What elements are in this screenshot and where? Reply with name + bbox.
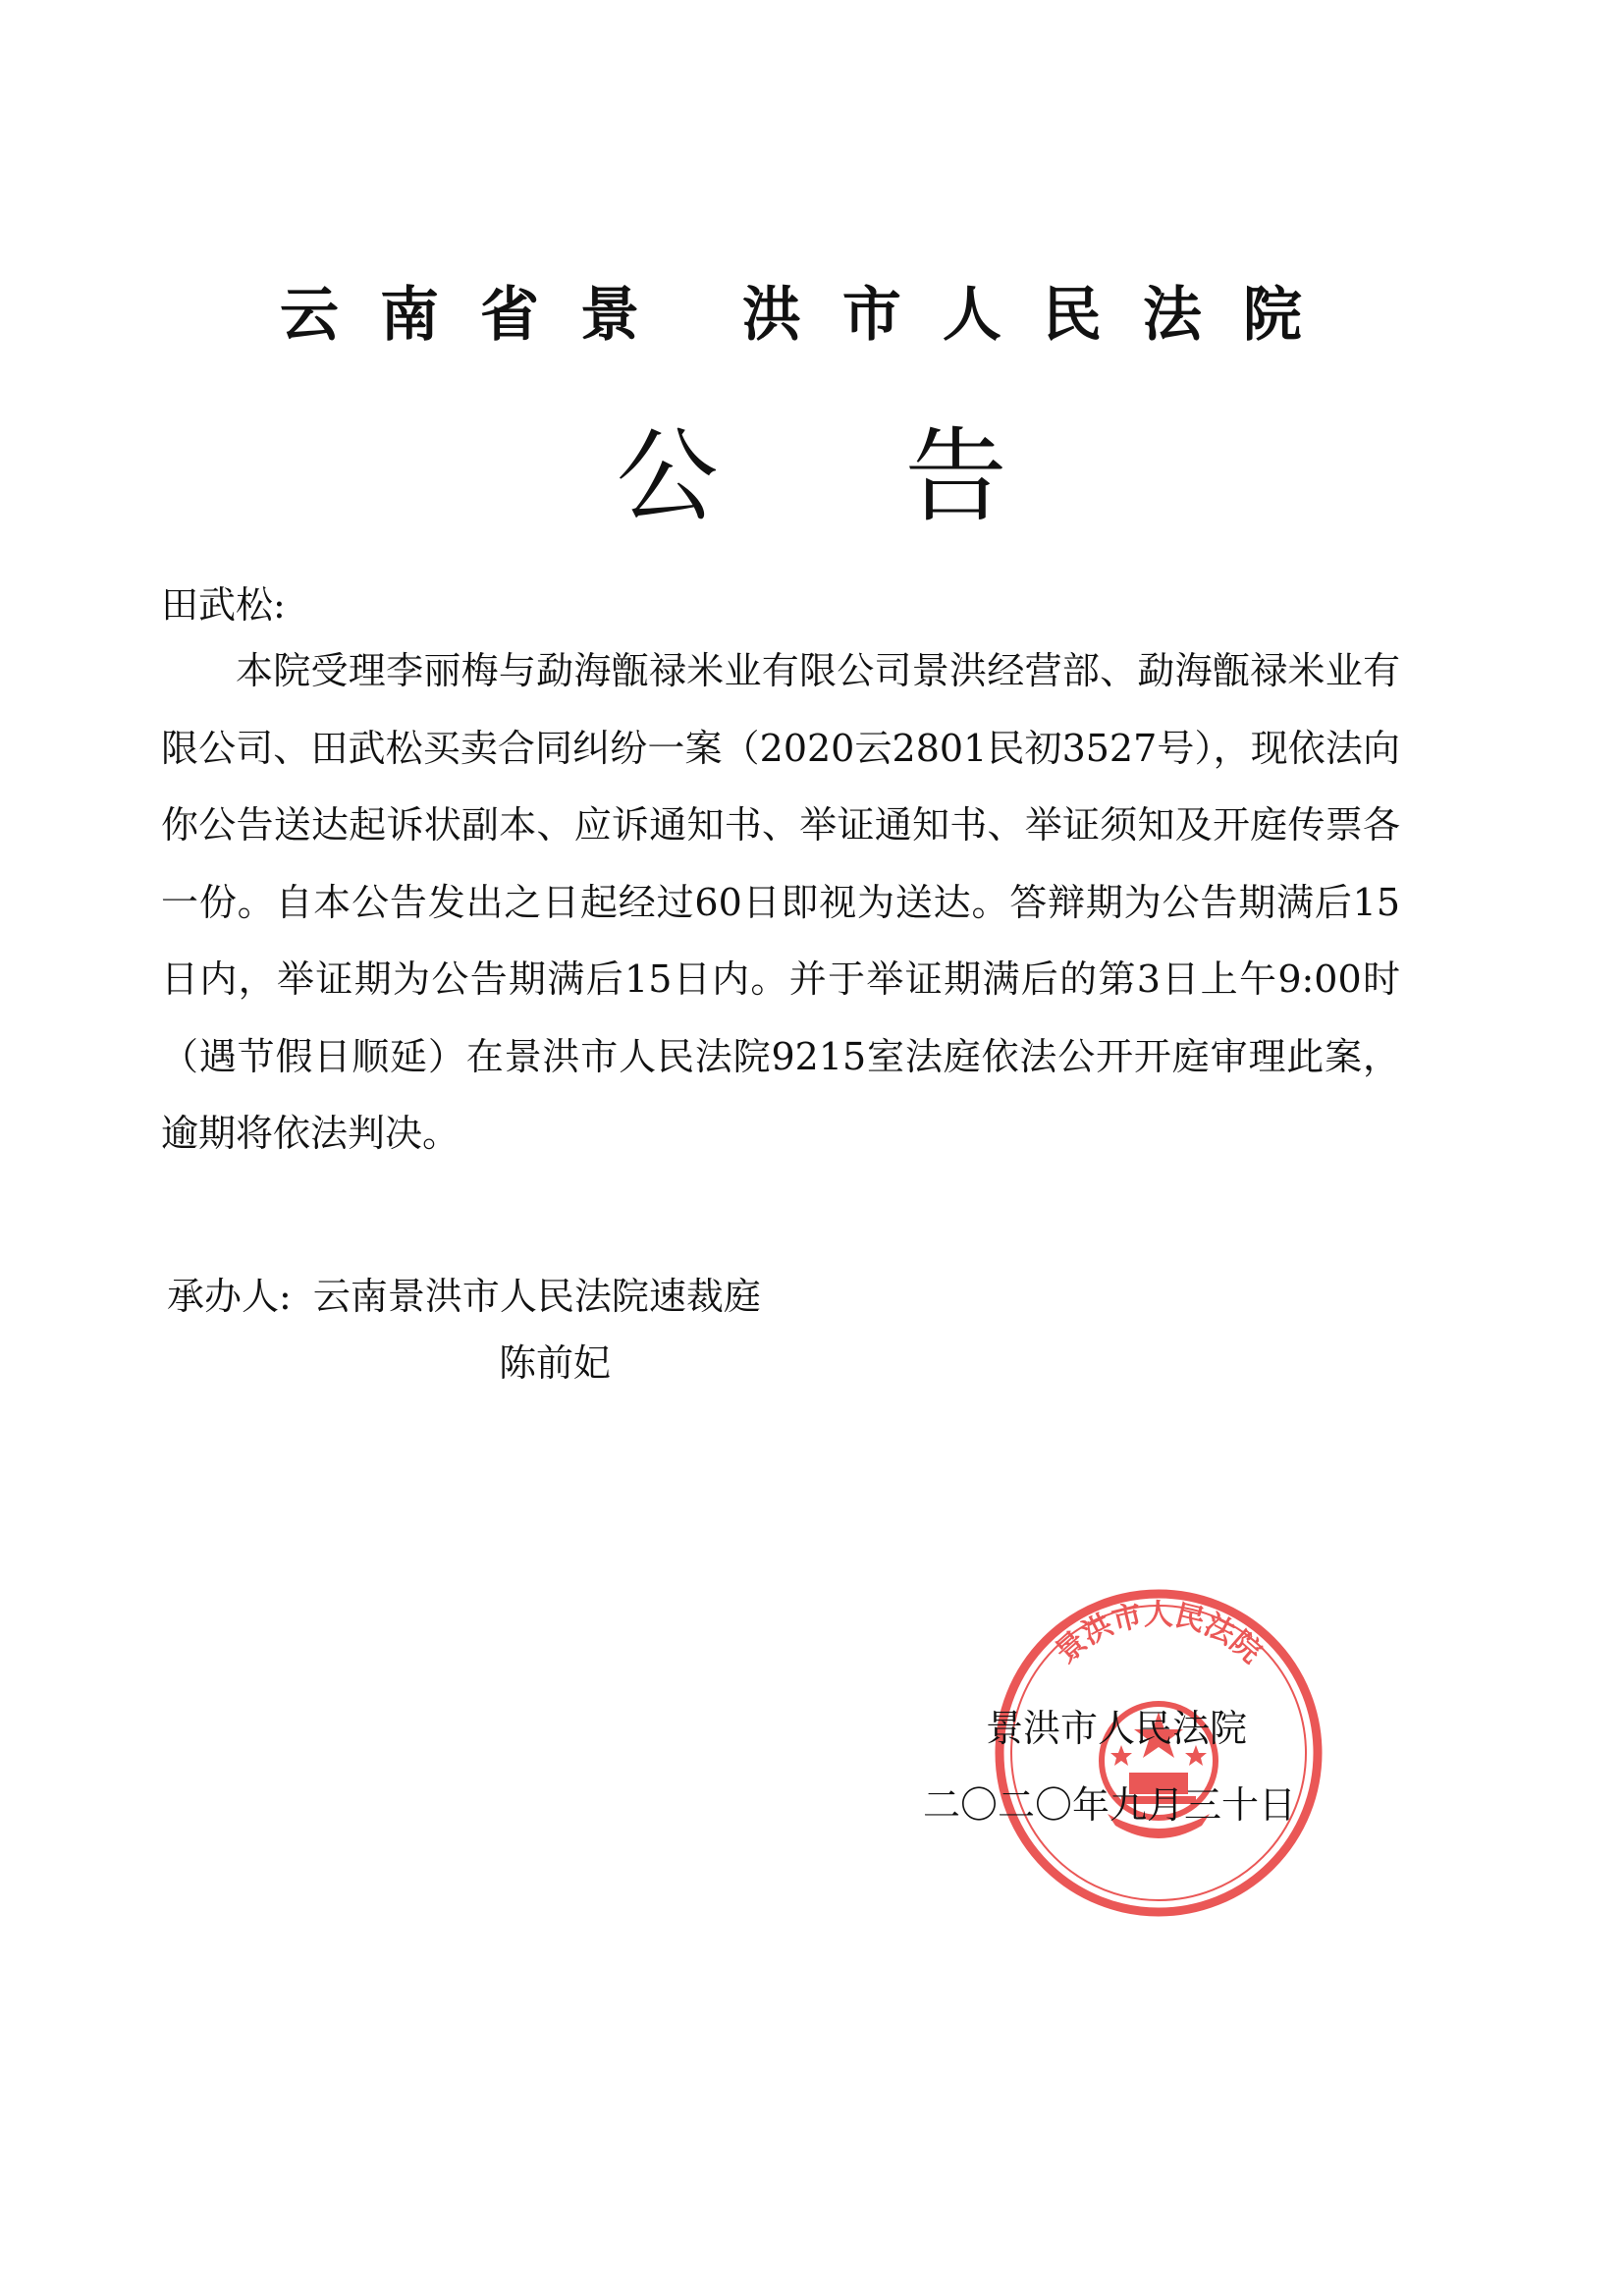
signature-date: 二〇二〇年九月三十日 (923, 1783, 1297, 1827)
handler-label: 承办人: (167, 1275, 292, 1318)
signature-court: 景洪市人民法院 (986, 1707, 1248, 1750)
handler-department: 云南景洪市人民法院速裁庭 (312, 1275, 761, 1318)
addressee: 田武松: (161, 583, 286, 627)
seal-text: 景洪市人民法院 (1049, 1597, 1269, 1670)
handler-row (167, 1267, 761, 1326)
handler-name: 陈前妃 (499, 1341, 612, 1385)
notice-body: 本院受理李丽梅与勐海甑禄米业有限公司景洪经营部、勐海甑禄米业有限公司、田武松买卖合同纠纷一案（2020云2801民初3527号），现依法向你公告送达起诉状副本、应诉通知书、举证通知书、举证须知及开庭传票各一份。自本公告发出之日起经过60日即视为送达。答辩期为公告期满后15日内，举证期为公告期满后15日内。并于举证期满后的第3日上午9:00时（遇节假日顺延）在景洪市人民法院9215室法庭依法公开开庭审理此案，逾期将依法判决。 (161, 649, 1400, 1155)
notice-title: 公告 (616, 416, 1194, 536)
court-name-heading: 云南省景 洪市人民法院 (280, 281, 1343, 350)
